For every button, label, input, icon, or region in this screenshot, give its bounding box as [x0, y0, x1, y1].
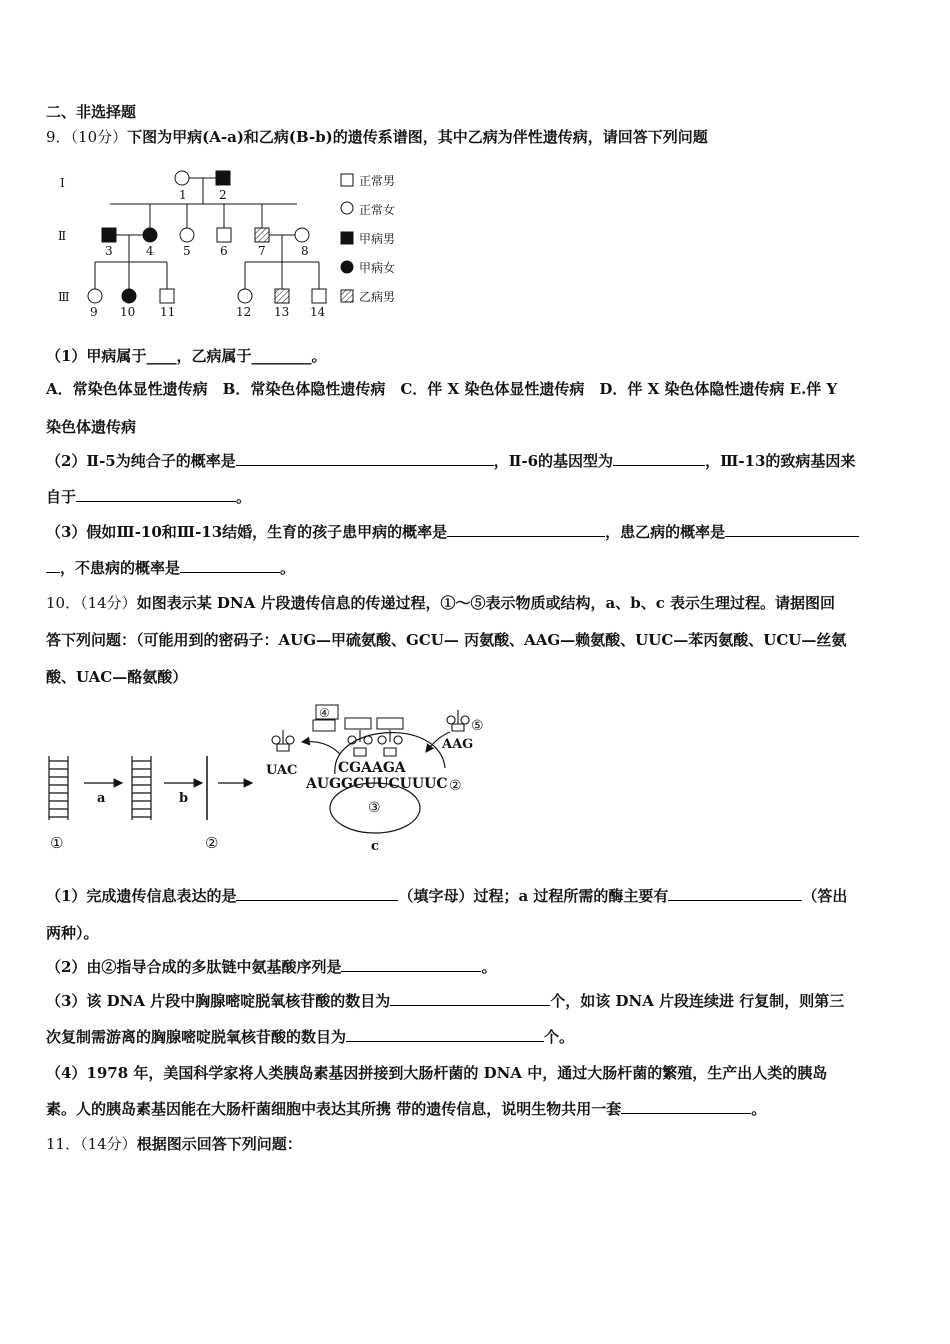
q10-part3-text-b: 个，如该 DNA 片段连续进 行复制，则第三 — [550, 992, 845, 1010]
q10-number: 10． — [46, 594, 81, 612]
individual-6-normal-male — [217, 228, 231, 242]
q9-options-line2: 染色体遗传病 — [46, 418, 137, 436]
id-label-11: 11 — [160, 305, 176, 319]
q9-part3-line1 — [46, 521, 859, 543]
legend-disease-a-female: 甲病女 — [359, 261, 396, 275]
trna-enter-icon — [447, 710, 469, 731]
q9-part3-text-a: （3）假如Ⅲ-10和Ⅲ-13结婚，生育的孩子患甲病的概率是 — [46, 523, 448, 541]
section-title: 二、非选择题 — [46, 103, 137, 121]
label-circled-2-ribosome: ② — [449, 778, 462, 794]
individual-3-disease-a-male — [102, 228, 116, 242]
q9-score: （10分） — [70, 128, 128, 146]
q10-part4-line2 — [46, 1098, 766, 1120]
trna-exit-icon — [272, 730, 294, 751]
label-circled-1: ① — [50, 834, 64, 852]
q10-part1-line2: 两种）。 — [46, 924, 99, 942]
mrna-sequence: AUGGCUUCUUUC — [306, 776, 448, 792]
q9-part2-text-e: 。 — [236, 488, 252, 506]
q10-part1-text-b: （填字母）过程；a 过程所需的酶主要有 — [398, 887, 669, 905]
individual-10-disease-a-female — [122, 289, 136, 303]
id-label-5: 5 — [183, 244, 191, 258]
individual-8-normal-female — [295, 228, 309, 242]
q11-stem — [46, 1133, 302, 1155]
q10-answer-blank-4[interactable] — [390, 990, 550, 1006]
q10-part3-line1 — [46, 990, 844, 1012]
id-label-4: 4 — [146, 244, 154, 258]
q10-stem-line1 — [46, 592, 835, 614]
q10-answer-blank-5[interactable] — [346, 1026, 544, 1042]
q10-part1-line1 — [46, 885, 847, 907]
individual-11-normal-male — [160, 289, 174, 303]
dna-ladder-copy-icon — [132, 756, 151, 820]
q10-part4-line1: （4）1978 年，美国科学家将人类胰岛素基因拼接到大肠杆菌的 DNA 中，通过大肠杆菌的繁殖，生产出人类的胰岛 — [46, 1064, 828, 1082]
q9-answer-blank-2[interactable] — [613, 450, 705, 466]
id-label-2: 2 — [219, 188, 227, 202]
individual-9-normal-female — [88, 289, 102, 303]
legend-normal-female: 正常女 — [359, 203, 396, 217]
q10-score: （14分） — [80, 594, 137, 612]
legend-normal-female-icon — [341, 202, 353, 214]
q10-part3-text-c: 次复制需游离的胸腺嘧啶脱氧核苷酸的数目为 — [46, 1028, 347, 1046]
individual-4-disease-a-female — [143, 228, 157, 242]
id-label-14: 14 — [310, 305, 326, 319]
legend-disease-b-male: 乙病男 — [359, 290, 396, 304]
q9-answer-blank-5[interactable] — [725, 521, 859, 537]
q10-part2 — [46, 956, 496, 978]
q10-part3-text-a: （3）该 DNA 片段中胸腺嘧啶脱氧核苷酸的数目为 — [46, 992, 391, 1010]
q9-answer-blank-1[interactable] — [236, 450, 494, 466]
q11-stem-text: 根据图示回答下列问题： — [136, 1135, 302, 1153]
generation-label-2: Ⅱ — [58, 229, 67, 243]
trna-anticodon-sequence: CGAAGA — [338, 760, 406, 776]
q10-part2-text-b: 。 — [481, 958, 497, 976]
label-circled-5: ⑤ — [471, 718, 484, 734]
individual-2-disease-a-male — [216, 171, 230, 185]
q11-score: （14分） — [80, 1135, 137, 1153]
q10-answer-blank-3[interactable] — [341, 956, 481, 972]
q9-answer-blank-5-cont[interactable] — [46, 557, 60, 573]
q9-answer-blank-6[interactable] — [180, 557, 280, 573]
legend-disease-b-male-icon — [341, 290, 353, 302]
q9-part3-text-d: 。 — [280, 559, 296, 577]
label-circled-4: ④ — [319, 706, 330, 720]
q11-number: 11． — [46, 1135, 81, 1153]
legend-disease-a-female-icon — [341, 261, 353, 273]
process-c-label: c — [371, 839, 379, 854]
q10-part1-text-a: （1）完成遗传信息表达的是 — [46, 887, 237, 905]
generation-label-1: Ⅰ — [60, 176, 65, 190]
id-label-3: 3 — [105, 244, 113, 258]
id-label-6: 6 — [220, 244, 228, 258]
id-label-10: 10 — [120, 305, 136, 319]
individual-5-normal-female — [180, 228, 194, 242]
id-label-12: 12 — [236, 305, 252, 319]
anticodon-right-label: AAG — [442, 737, 474, 752]
q9-answer-blank-3[interactable] — [76, 486, 236, 502]
q9-number: 9． — [46, 128, 71, 146]
process-b-label: b — [179, 791, 189, 806]
id-label-7: 7 — [258, 244, 266, 258]
q10-stem-line3: 酸、UAC—酪氨酸） — [46, 668, 188, 686]
id-label-1: 1 — [179, 188, 187, 202]
q10-answer-blank-1[interactable] — [236, 885, 398, 901]
legend-disease-a-male-icon — [341, 232, 353, 244]
q9-part2-line2 — [46, 486, 251, 508]
q9-options-line1: A．常染色体显性遗传病 B．常染色体隐性遗传病 C．伴 X 染色体显性遗传病 D．伴 X 染色体隐性遗传病 E.伴 Y — [46, 380, 838, 398]
process-a-label: a — [97, 791, 106, 806]
q9-part3-text-c: ，不患病的概率是 — [60, 559, 181, 577]
generation-label-3: Ⅲ — [58, 290, 70, 304]
q9-part3-text-b: ，患乙病的概率是 — [605, 523, 726, 541]
anticodon-left-label: UAC — [266, 763, 298, 778]
individual-14-normal-male — [312, 289, 326, 303]
legend-normal-male: 正常男 — [359, 174, 396, 188]
q9-stem-text: 下图为甲病(A-a)和乙病(B-b)的遗传系谱图，其中乙病为伴性遗传病，请回答下列问题 — [127, 128, 708, 146]
q9-stem — [46, 126, 708, 148]
legend-normal-male-icon — [341, 174, 353, 186]
q10-part4-text-b: 。 — [751, 1100, 767, 1118]
q10-stem-line2: 答下列问题：（可能用到的密码子：AUG—甲硫氨酸、GCU— 丙氨酸、AAG—赖氨酸、UUC—苯丙氨酸、UCU—丝氨 — [46, 631, 847, 649]
q9-part2-line1 — [46, 450, 855, 472]
q9-part2-text-d: 自于 — [46, 488, 77, 506]
label-circled-2: ② — [205, 834, 219, 852]
q9-part3-line2 — [46, 557, 295, 579]
q10-part3-line2 — [46, 1026, 574, 1048]
dna-ladder-icon — [49, 756, 68, 820]
gene-expression-diagram — [40, 696, 510, 856]
q9-answer-blank-4[interactable] — [447, 521, 605, 537]
id-label-9: 9 — [90, 305, 98, 319]
id-label-8: 8 — [301, 244, 309, 258]
individual-12-normal-female — [238, 289, 252, 303]
id-label-13: 13 — [274, 305, 290, 319]
q10-answer-blank-6[interactable] — [621, 1098, 751, 1114]
label-circled-3: ③ — [368, 800, 381, 816]
q9-part2-text-c: ，Ⅲ-13的致病基因来 — [705, 452, 856, 470]
q9-part1: （1）甲病属于____，乙病属于________。 — [46, 347, 327, 365]
individual-1-normal-female — [175, 171, 189, 185]
legend-disease-a-male: 甲病男 — [359, 232, 396, 246]
pedigree-chart — [40, 160, 440, 325]
q10-part1-text-c: （答出 — [802, 887, 848, 905]
q10-stem-text-1: 如图表示某 DNA 片段遗传信息的传递过程，①～⑤表示物质或结构，a、b、c 表示生理过程。请据图回 — [136, 594, 836, 612]
q10-part3-text-d: 个。 — [544, 1028, 575, 1046]
individual-13-disease-b-male — [275, 289, 289, 303]
individual-7-disease-b-male — [255, 228, 269, 242]
q10-answer-blank-2[interactable] — [668, 885, 802, 901]
q9-part2-text-a: （2）Ⅱ-5为纯合子的概率是 — [46, 452, 236, 470]
q9-part2-text-b: ，Ⅱ-6的基因型为 — [493, 452, 614, 470]
q10-part4-text-a: 素。人的胰岛素基因能在大肠杆菌细胞中表达其所携 带的遗传信息，说明生物共用一套 — [46, 1100, 622, 1118]
q10-part2-text-a: （2）由②指导合成的多肽链中氨基酸序列是 — [46, 958, 342, 976]
